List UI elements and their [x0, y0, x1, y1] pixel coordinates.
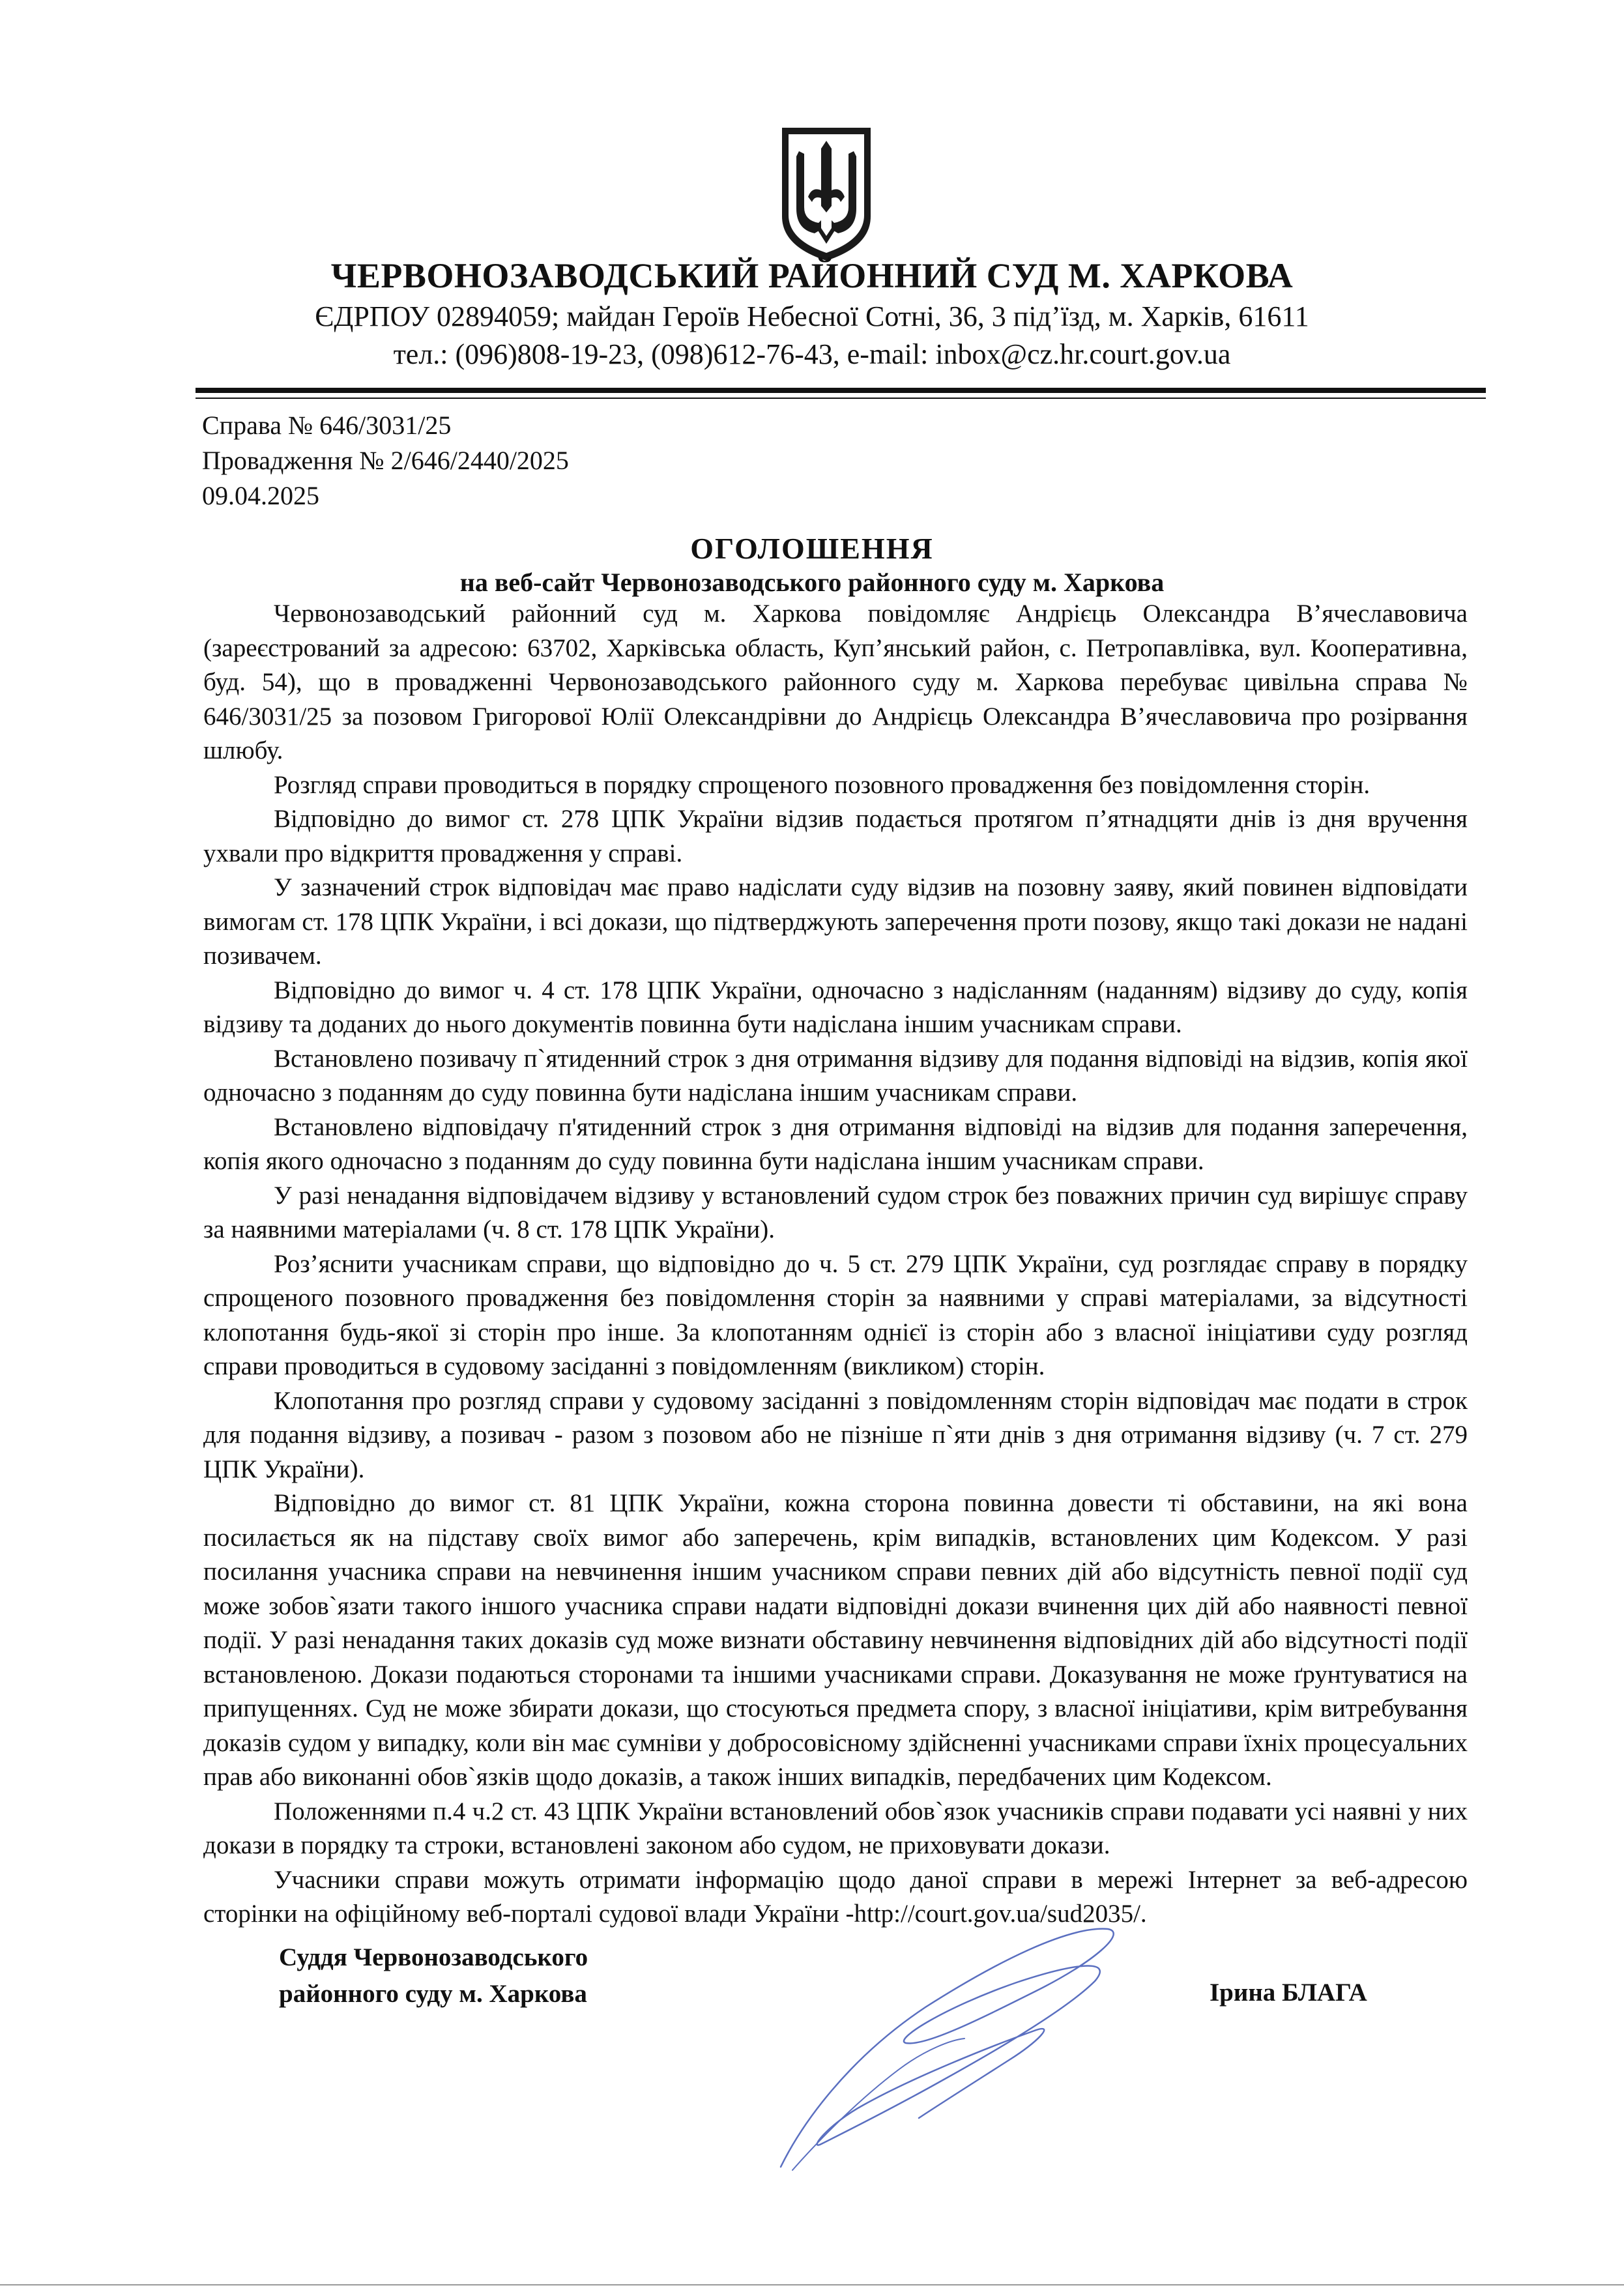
handwritten-signature [730, 1909, 1147, 2183]
paragraph: Учасники справи можуть отримати інформацію щодо даної справи в мережі Інтернет за веб-адресою сторінки на офіційному веб-порталі судової влади України -http://court.gov.ua/sud2035/. [203, 1865, 1468, 1928]
paragraph: Розгляд справи проводиться в порядку спрощеного позовного провадження без повідомлення сторін. [274, 770, 1370, 799]
court-contacts: тел.: (096)808-19-23, (098)612-76-43, e-mail: inbox@cz.hr.court.gov.ua [393, 338, 1231, 370]
coat-of-arms-icon [779, 125, 873, 263]
paragraph: Клопотання про розгляд справи у судовому засіданні з повідомленням сторін відповідач має подати в строк для подання відзиву, а позивач - разом з позовом або не пізніше п`яти днів з дня отримання відзиву (ч. 7 ст. 279 ЦПК України). [203, 1386, 1468, 1483]
paragraph: Відповідно до вимог ст. 278 ЦПК України відзив подається протягом п’ятнадцяти днів із дня вручення ухвали про відкриття провадження у справі. [203, 805, 1468, 867]
paragraph: Відповідно до вимог ч. 4 ст. 178 ЦПК України, одночасно з надісланням (наданням) відзиву до суду, копія відзиву та доданих до нього документів повинна бути надіслана іншим учасникам справи. [203, 976, 1468, 1038]
judge-name: Ірина БЛАГА [1210, 1979, 1367, 2007]
paragraph: Встановлено позивачу п`ятиденний строк з дня отримання відзиву для подання відповіді на відзив, копія якої одночасно з поданням до суду повинна бути надіслана іншим учасникам справи. [203, 1044, 1468, 1107]
judge-position-line1: Суддя Червонозаводського [279, 1943, 588, 1971]
judge-position [279, 1939, 588, 2012]
header-divider-thick [196, 388, 1486, 393]
paragraph: У разі ненадання відповідачем відзиву у встановлений судом строк без поважних причин суд вирішує справу за наявними матеріалами (ч. 8 ст. 178 ЦПК України). [203, 1181, 1468, 1243]
announcement-title: ОГОЛОШЕННЯ [690, 532, 934, 565]
paragraph: Червонозаводський районний суд м. Харкова повідомляє Андрієць Олександра В’ячеславовича (зареєстрований за адресою: 63702, Харківська область, Куп’янський район, с. Петропавлівка, вул. Кооперативна, буд. 54), що в провадженні Червонозаводського районного суду м. Харкова перебуває цивільна справа № 646/3031/25 за позовом Григорової Юлії Олександрівни до Андрієць Олександра В’ячеславовича про розірвання шлюбу. [203, 600, 1468, 764]
proceeding-number: Провадження № 2/646/2440/2025 [202, 446, 569, 475]
court-name: ЧЕРВОНОЗАВОДСЬКИЙ РАЙОННИЙ СУД М. ХАРКОВА [330, 256, 1294, 295]
scan-edge-line [0, 2284, 1624, 2285]
paragraph: Положеннями п.4 ч.2 ст. 43 ЦПК України встановлений обов`язок учасників справи подавати усі наявні у них докази в порядку та строки, встановлені законом або судом, не приховувати докази. [203, 1797, 1468, 1859]
judge-position-line2: районного суду м. Харкова [279, 1980, 587, 2008]
paragraph: У зазначений строк відповідач має право надіслати суду відзив на позовну заяву, який повинен відповідати вимогам ст. 178 ЦПК України, і всі докази, що підтверджують заперечення проти позову, якщо такі докази не надані позивачем. [203, 873, 1468, 970]
paragraph: Встановлено відповідачу п'ятиденний строк з дня отримання відповіді на відзив для подання заперечення, копія якого одночасно з поданням до суду повинна бути надіслана іншим учасникам справи. [203, 1112, 1468, 1175]
paragraph: Роз’яснити учасникам справи, що відповідно до ч. 5 ст. 279 ЦПК України, суд розглядає справу в порядку спрощеного позовного провадження без повідомлення сторін за наявними у справі матеріалами, за відсутності клопотання будь-якої зі сторін про інше. За клопотанням однієї із сторін або з власної ініціативи суду розгляд справи проводиться в судовому засіданні з повідомленням (викликом) сторін. [203, 1249, 1468, 1380]
court-address: ЄДРПОУ 02894059; майдан Героїв Небесної Сотні, 36, 3 під’їзд, м. Харків, 61611 [315, 300, 1309, 332]
case-number: Справа № 646/3031/25 [202, 411, 452, 440]
case-meta [202, 408, 569, 514]
paragraph: Відповідно до вимог ст. 81 ЦПК України, кожна сторона повинна довести ті обставини, на які вона посилається як на підставу своїх вимог або заперечень, крім випадків, встановлених цим Кодексом. У разі посилання учасника справи на невчинення іншим учасником справи певних дій або відсутність певної події суд може зобов`язати такого іншого учасника справи надати відповідні докази вчинення цих дій або наявності певної події. У разі ненадання таких доказів суд може визнати обставину невчинення відповідних дій або відсутності події встановленою. Докази подаються сторонами та іншими учасниками справи. Доказування не може ґрунтуватися на припущеннях. Суд не може збирати докази, що стосуються предмета спору, з власної ініціативи, крім витребування доказів судом у випадку, коли він має сумніви у добросовісному здійсненні учасниками справи їхніх процесуальних прав або виконанні обов`язків щодо доказів, а також інших випадків, передбачених цим Кодексом. [203, 1489, 1468, 1791]
document-date: 09.04.2025 [202, 481, 319, 510]
announcement-body [203, 597, 1468, 1932]
header-divider-thin [196, 398, 1486, 399]
announcement-subtitle: на веб-сайт Червонозаводського районного суду м. Харкова [459, 568, 1165, 597]
